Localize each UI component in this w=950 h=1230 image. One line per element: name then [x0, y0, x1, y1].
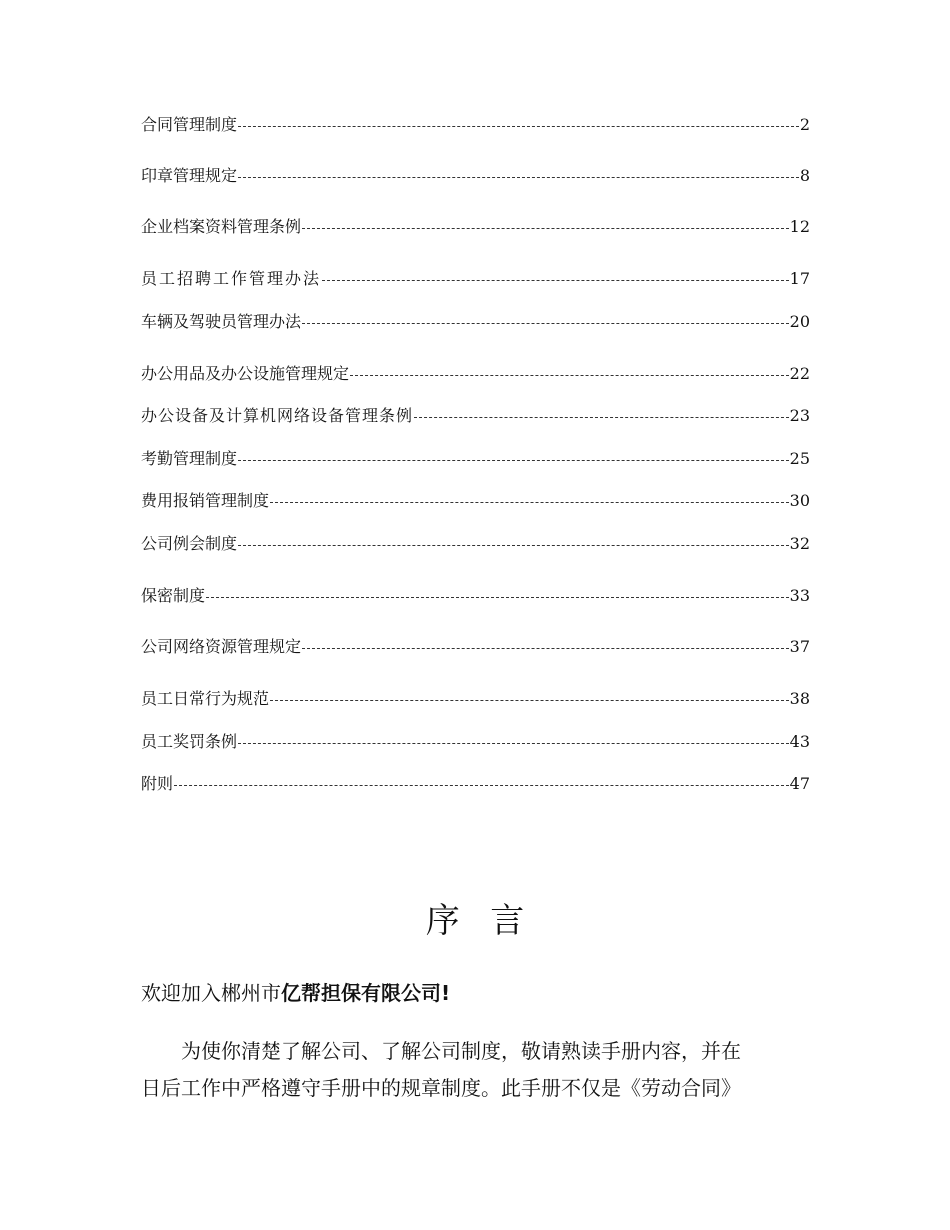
toc-entry-title: 员工招聘工作管理办法: [141, 269, 322, 288]
preface-title: 序言: [425, 901, 555, 941]
toc-entry[interactable]: [141, 636, 810, 658]
toc-entry[interactable]: [141, 773, 810, 795]
toc-entry-page: 8: [799, 166, 810, 185]
toc-entry[interactable]: [141, 268, 810, 290]
toc-entry-page: 12: [789, 217, 810, 236]
toc-entry-page: 38: [789, 689, 810, 708]
toc-leader-dashes: [206, 597, 789, 598]
toc-entry-title: 合同管理制度: [141, 115, 238, 134]
toc-leader-dashes: [302, 228, 789, 229]
toc-leader-dashes: [302, 323, 789, 324]
toc-leader-dashes: [238, 460, 789, 461]
toc-entry[interactable]: [141, 731, 810, 753]
toc-entry-page: 47: [789, 774, 810, 793]
toc-entry-title: 公司例会制度: [141, 534, 238, 553]
welcome-suffix: !: [441, 981, 451, 1005]
preface-welcome: [141, 978, 811, 1008]
toc-entry[interactable]: [141, 216, 810, 238]
toc-entry-title: 办公设备及计算机网络设备管理条例: [141, 406, 414, 425]
toc-entry[interactable]: [141, 405, 810, 427]
toc-leader-dashes: [350, 375, 789, 376]
toc-leader-dashes: [270, 502, 789, 503]
toc-entry-page: 25: [789, 449, 810, 468]
toc-entry-page: 30: [789, 491, 810, 510]
toc-entry-page: 2: [799, 115, 810, 134]
toc-leader-dashes: [238, 545, 789, 546]
toc-entry[interactable]: [141, 114, 810, 136]
toc-entry-page: 32: [789, 534, 810, 553]
toc-entry[interactable]: [141, 688, 810, 710]
toc-entry[interactable]: [141, 448, 810, 470]
toc-entry-page: 17: [789, 269, 810, 288]
toc-entry-page: 22: [789, 364, 810, 383]
toc-entry-title: 费用报销管理制度: [141, 491, 270, 510]
toc-entry-title: 考勤管理制度: [141, 449, 238, 468]
toc-entry-page: 43: [789, 732, 810, 751]
toc-entry-title: 车辆及驾驶员管理办法: [141, 312, 302, 331]
toc-entry[interactable]: [141, 165, 810, 187]
toc-entry-title: 印章管理规定: [141, 166, 238, 185]
toc-leader-dashes: [322, 280, 789, 281]
toc-entry[interactable]: [141, 490, 810, 512]
toc-entry-title: 办公用品及办公设施管理规定: [141, 364, 350, 383]
toc-entry-title: 员工日常行为规范: [141, 689, 270, 708]
toc-entry[interactable]: [141, 363, 810, 385]
toc-leader-dashes: [302, 648, 789, 649]
welcome-prefix: 欢迎加入郴州市: [141, 981, 281, 1005]
toc-entry-title: 公司网络资源管理规定: [141, 637, 302, 656]
toc-entry[interactable]: [141, 585, 810, 607]
toc-leader-dashes: [238, 177, 799, 178]
toc-entry-title: 附则: [141, 774, 174, 793]
toc-leader-dashes: [270, 700, 789, 701]
toc-entry-page: 20: [789, 312, 810, 331]
toc-leader-dashes: [174, 785, 789, 786]
toc-entry[interactable]: [141, 533, 810, 555]
toc-entry-page: 33: [789, 586, 810, 605]
toc-leader-dashes: [238, 743, 789, 744]
toc-entry-title: 保密制度: [141, 586, 206, 605]
company-name: 亿帮担保有限公司: [281, 981, 441, 1005]
toc-leader-dashes: [414, 417, 789, 418]
toc-entry-title: 员工奖罚条例: [141, 732, 238, 751]
preface-paragraph-line-1: 为使你清楚了解公司、了解公司制度，敬请熟读手册内容，并在: [181, 1039, 741, 1063]
toc-entry-page: 23: [789, 406, 810, 425]
preface-paragraph-line-2: 日后工作中严格遵守手册中的规章制度。此手册不仅是《劳动合同》: [141, 1076, 741, 1100]
toc-entry-title: 企业档案资料管理条例: [141, 217, 302, 236]
toc-entry[interactable]: [141, 311, 810, 333]
toc-entry-page: 37: [789, 637, 810, 656]
toc-leader-dashes: [238, 126, 799, 127]
